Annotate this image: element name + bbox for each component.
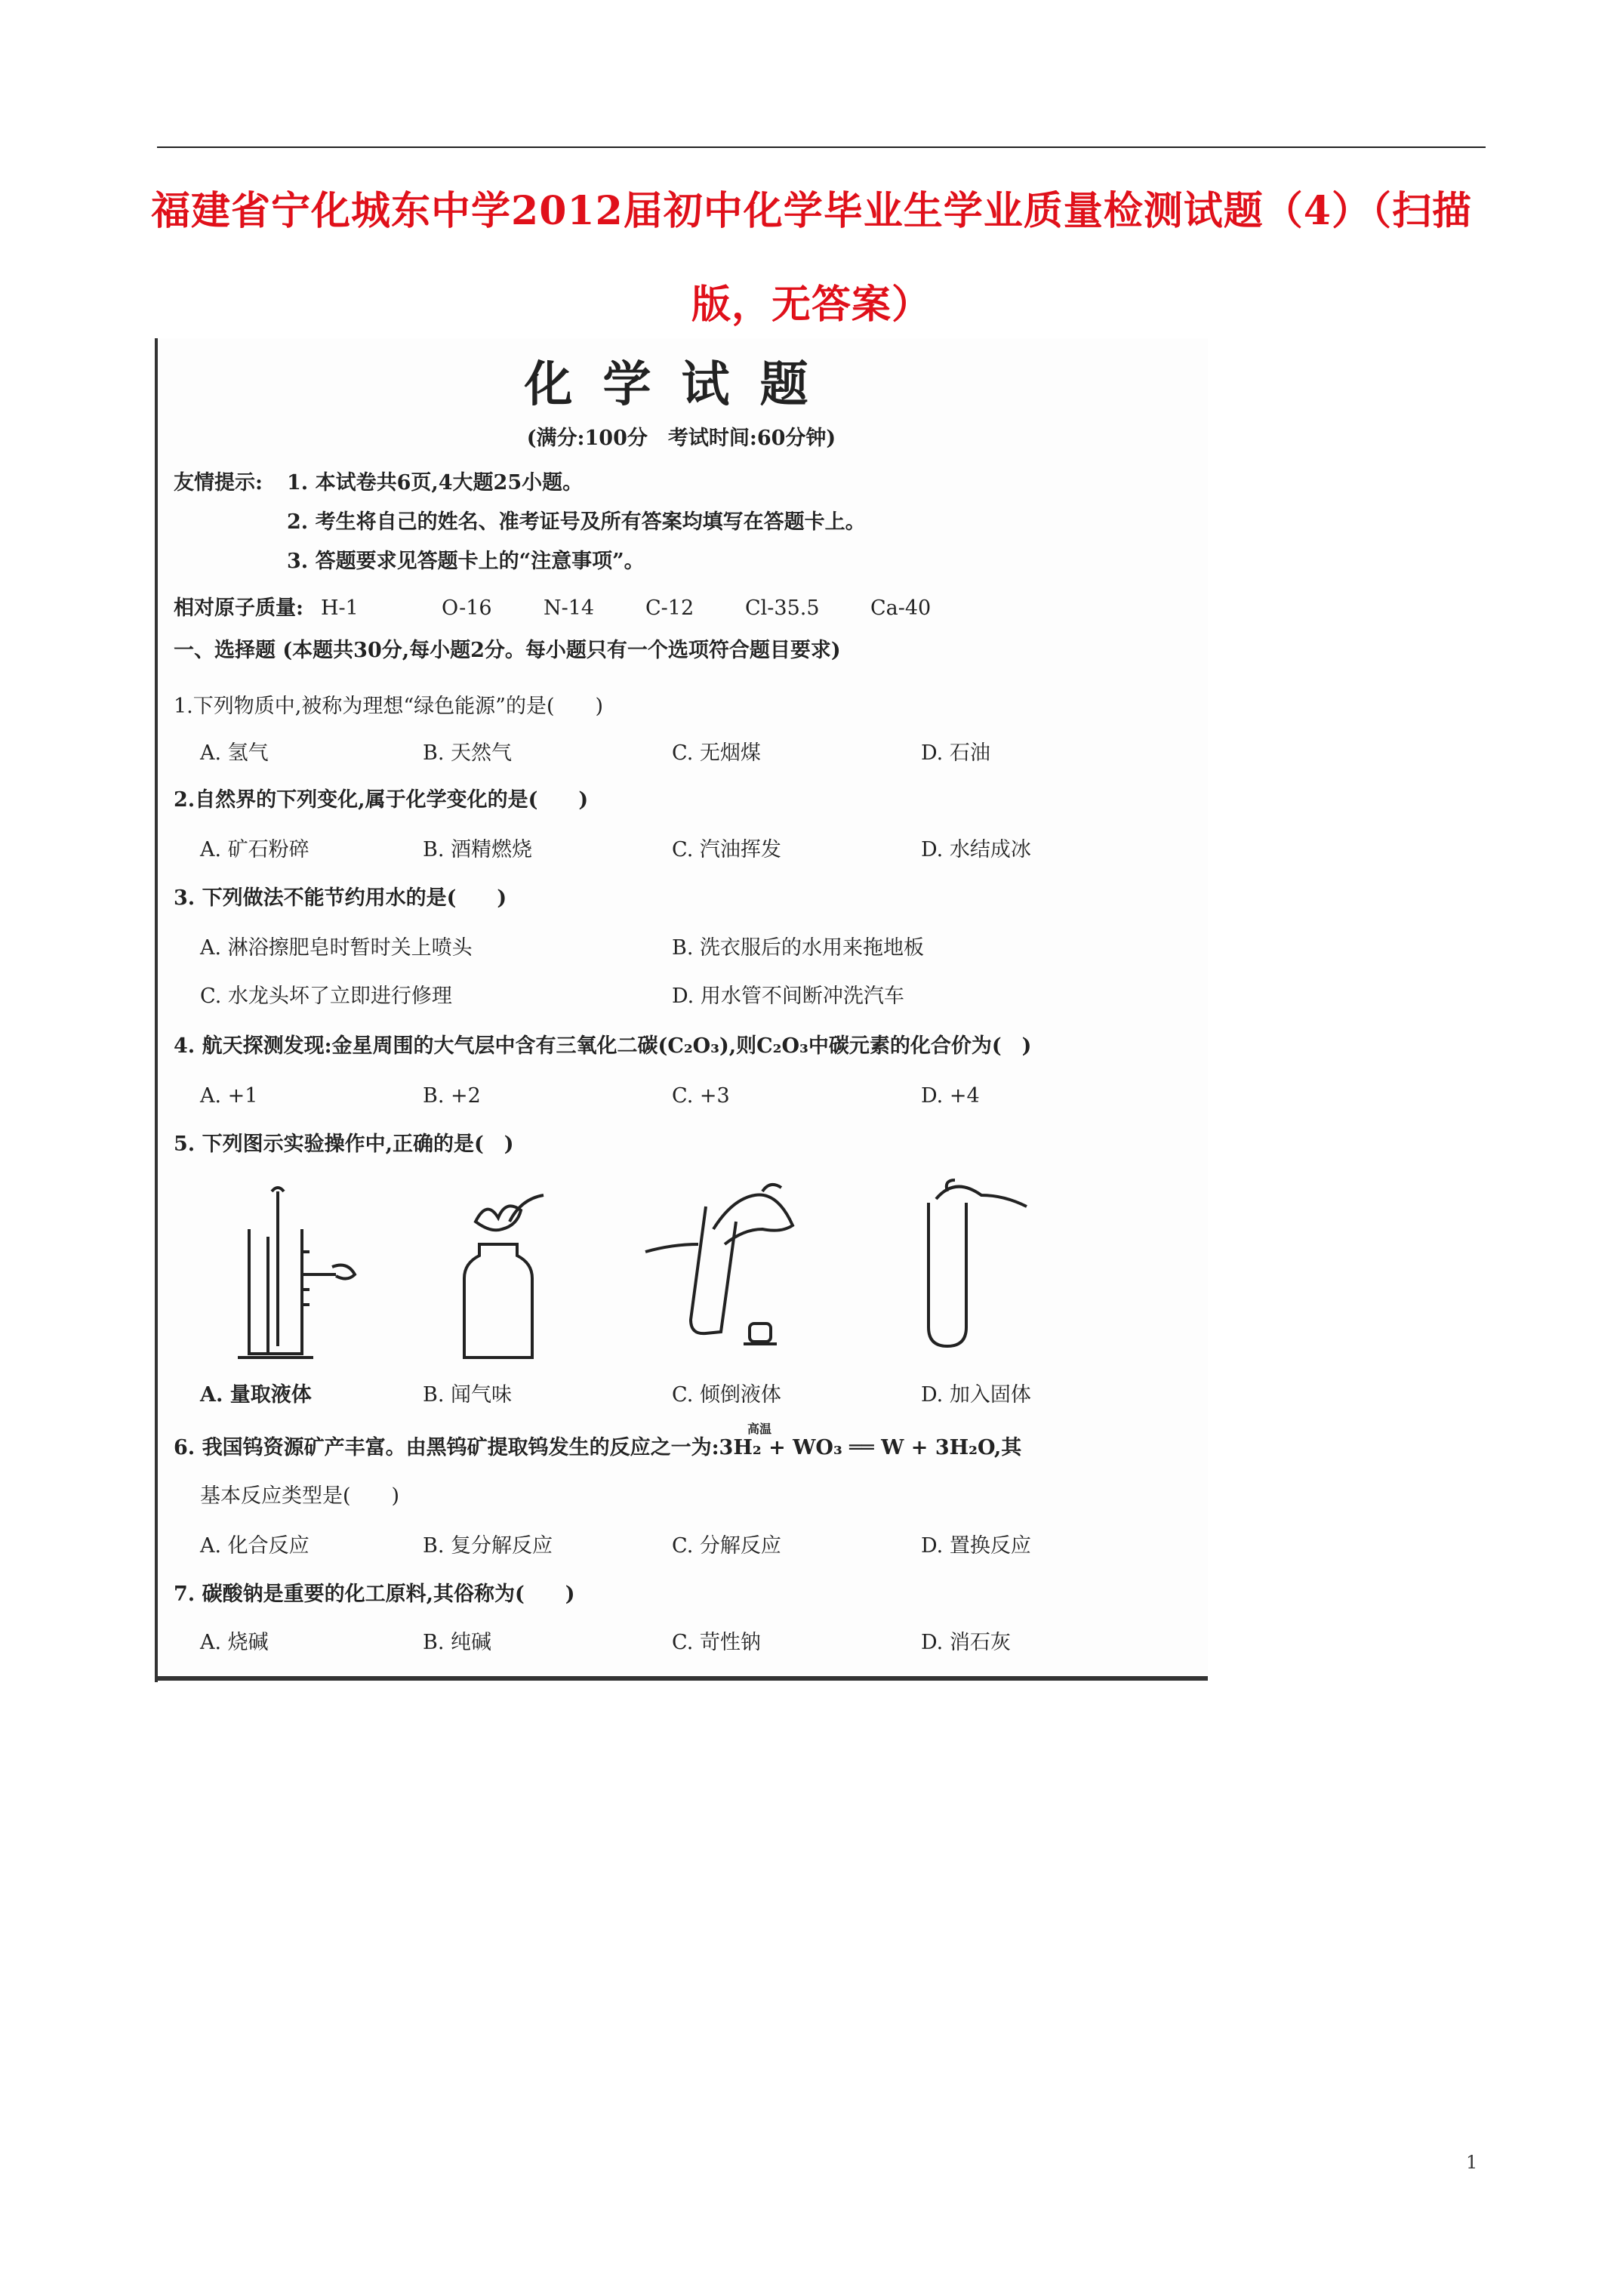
question-stem: 3. 下列做法不能节约用水的是( ): [174, 886, 507, 910]
answer-option: B. 洗衣服后的水用来拖地板: [672, 936, 925, 960]
question-stem: 1.下列物质中,被称为理想“绿色能源”的是( ): [174, 695, 604, 718]
test-tube-figure: [902, 1176, 1053, 1358]
answer-option: B. 复分解反应: [423, 1534, 553, 1558]
tip-line: 1. 本试卷共6页,4大题25小题。: [287, 471, 584, 495]
tips-label: 友情提示:: [174, 471, 263, 495]
answer-option: C. 水龙头坏了立即进行修理: [200, 985, 452, 1008]
answer-option: D. 加入固体: [921, 1383, 1031, 1407]
top-rule: [157, 146, 1486, 148]
question-stem: 5. 下列图示实验操作中,正确的是( ): [174, 1133, 514, 1156]
answer-option: C. +3: [672, 1084, 730, 1108]
question-stem: 4. 航天探测发现:金星周围的大气层中含有三氧化二碳(C₂O₃),则C₂O₃中碳元素的化合价为( ): [174, 1034, 1032, 1058]
answer-option: C. 分解反应: [672, 1534, 781, 1558]
answer-option: A. 量取液体: [200, 1383, 312, 1407]
answer-option: C. 汽油挥发: [672, 838, 781, 861]
answer-option: A. 淋浴擦肥皂时暂时关上喷头: [200, 936, 473, 960]
question-stem: 7. 碳酸钠是重要的化工原料,其俗称为( ): [174, 1583, 575, 1606]
answer-option: D. 用水管不间断冲洗汽车: [672, 985, 904, 1008]
answer-option: B. 纯碱: [423, 1631, 492, 1654]
answer-option: A. +1: [200, 1084, 258, 1108]
reaction-condition: 高温: [747, 1422, 772, 1436]
answer-option: D. +4: [921, 1084, 980, 1108]
answer-option: D. 置换反应: [921, 1534, 1031, 1558]
answer-option: A. 氢气: [200, 741, 269, 765]
answer-option: B. 酒精燃烧: [423, 838, 533, 861]
answer-option: B. +2: [423, 1084, 481, 1108]
answer-option: D. 石油: [921, 741, 990, 765]
scanned-exam-image: [155, 338, 1208, 1682]
page-number: 1: [1466, 2152, 1478, 2173]
scan-left-border: [155, 338, 158, 1682]
atomic-mass: H-1: [321, 596, 359, 620]
answer-option: C. 苛性钠: [672, 1631, 761, 1654]
scan-bottom-border: [155, 1676, 1208, 1681]
answer-option: B. 天然气: [423, 741, 513, 765]
atomic-mass-label: 相对原子质量:: [174, 596, 303, 620]
answer-option: A. 烧碱: [200, 1631, 269, 1654]
answer-option: C. 倾倒液体: [672, 1383, 781, 1407]
tip-line: 2. 考生将自己的姓名、准考证号及所有答案均填写在答题卡上。: [287, 510, 866, 534]
answer-option: C. 无烟煤: [672, 741, 761, 765]
answer-option: A. 矿石粉碎: [200, 838, 310, 861]
question-stem: 6. 我国钨资源矿产丰富。由黑钨矿提取钨发生的反应之一为:3H₂ + WO₃ ══ W + 3H₂O,其: [174, 1436, 1022, 1459]
answer-option: D. 水结成冰: [921, 838, 1031, 861]
document-title: 福建省宁化城东中学2012届初中化学毕业生学业质量检测试题（4）（扫描版，无答案）: [151, 188, 1472, 328]
pouring-liquid-figure: [638, 1176, 819, 1365]
exam-title: 化学试题: [524, 356, 839, 413]
tip-line: 3. 答题要求见答题卡上的“注意事项”。: [287, 550, 645, 573]
question-stem: 2.自然界的下列变化,属于化学变化的是( ): [174, 788, 589, 812]
answer-option: B. 闻气味: [423, 1383, 513, 1407]
section-title: 一、选择题 (本题共30分,每小题2分。每小题只有一个选项符合题目要求): [174, 639, 841, 662]
question-stem-continued: 基本反应类型是( ): [200, 1484, 400, 1508]
atomic-mass: N-14: [544, 596, 595, 620]
answer-option: D. 消石灰: [921, 1631, 1011, 1654]
atomic-mass: Cl-35.5: [745, 596, 820, 620]
atomic-mass: O-16: [442, 596, 492, 620]
exam-subtitle: (满分:100分 考试时间:60分钟): [526, 427, 836, 450]
graduated-cylinder-figure: [226, 1184, 362, 1365]
atomic-mass: C-12: [645, 596, 694, 620]
atomic-mass: Ca-40: [870, 596, 932, 620]
smelling-bottle-figure: [445, 1191, 566, 1365]
answer-option: A. 化合反应: [200, 1534, 310, 1558]
